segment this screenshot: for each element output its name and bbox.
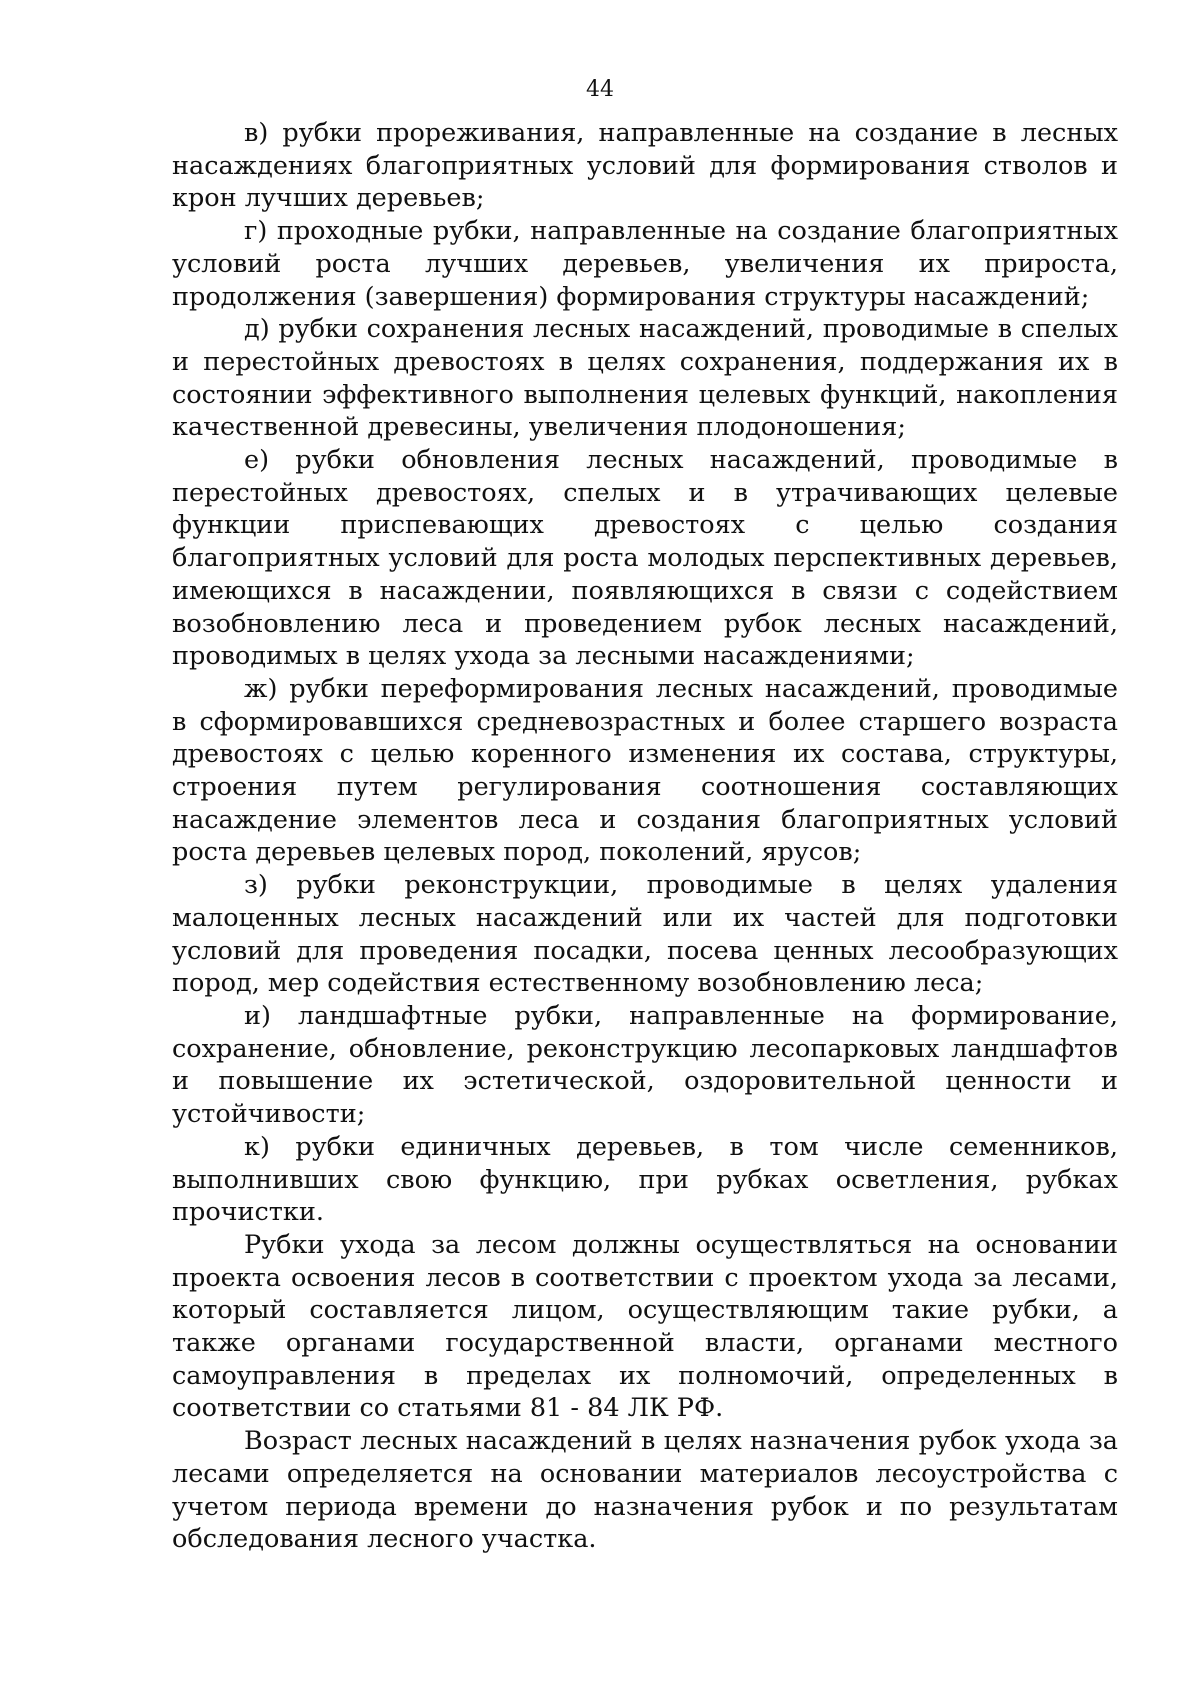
paragraph-care-cutting-basis: Рубки ухода за лесом должны осуществляться на основании проекта освоения лесов в соответствии с проектом ухода за лесами, который составляется лицом, осуществляющим такие рубки, а также органами государственной власти, органами местного самоуправления в пределах их полномочий, определенных в соответствии со статьями 81 - 84 ЛК РФ.: [172, 1229, 1118, 1424]
paragraph-e-renewal-cuttings: е) рубки обновления лесных насаждений, проводимые в перестойных древостоях, спелых и в утрачивающих целевые функции приспевающих древостоях с целью создания благоприятных условий для роста молодых перспективных деревьев, имеющихся в насаждении, появляющихся в связи с содействием возобновлению леса и проведением рубок лесных насаждений, проводимых в целях ухода за лесными насаждениями;: [172, 445, 1118, 672]
paragraph-i-landscape-cuttings: и) ландшафтные рубки, направленные на формирование, сохранение, обновление, реконструкцию лесопарковых ландшафтов и повышение их эстетической, оздоровительной ценности и устойчивости;: [172, 1000, 1118, 1130]
paragraph-g-passage-cuttings: г) проходные рубки, направленные на создание благоприятных условий роста лучших деревьев, увеличения их прироста, продолжения (завершения) формирования структуры насаждений;: [172, 216, 1118, 312]
paragraph-k-single-tree-cuttings: к) рубки единичных деревьев, в том числе семенников, выполнивших свою функцию, при рубках осветления, рубках прочистки.: [172, 1131, 1118, 1228]
paragraph-zh-reformation-cuttings: ж) рубки переформирования лесных насаждений, проводимые в сформировавшихся средневозрастных и более старшего возраста древостоях с целью коренного изменения их состава, структуры, строения путем регулирования соотношения составляющих насаждение элементов леса и создания благоприятных условий роста деревьев целевых пород, поколений, ярусов;: [172, 673, 1118, 868]
page-number: 44: [586, 77, 614, 102]
paragraph-stand-age-determination: Возраст лесных насаждений в целях назначения рубок ухода за лесами определяется на основании материалов лесоустройства с учетом периода времени до назначения рубок и по результатам обследования лесного участка.: [172, 1426, 1118, 1555]
paragraph-z-reconstruction-cuttings: з) рубки реконструкции, проводимые в целях удаления малоценных лесных насаждений или их частей для подготовки условий для проведения посадки, посева ценных лесообразующих пород, мер содействия естественному возобновлению леса;: [172, 870, 1118, 999]
paragraph-d-preservation-cuttings: д) рубки сохранения лесных насаждений, проводимые в спелых и перестойных древостоях в целях сохранения, поддержания их в состоянии эффективного выполнения целевых функций, накопления качественной древесины, увеличения плодоношения;: [172, 314, 1118, 443]
document-body: [172, 117, 1118, 1556]
paragraph-v-thinning-cuttings: в) рубки прореживания, направленные на создание в лесных насаждениях благоприятных условий для формирования стволов и крон лучших деревьев;: [172, 118, 1118, 214]
